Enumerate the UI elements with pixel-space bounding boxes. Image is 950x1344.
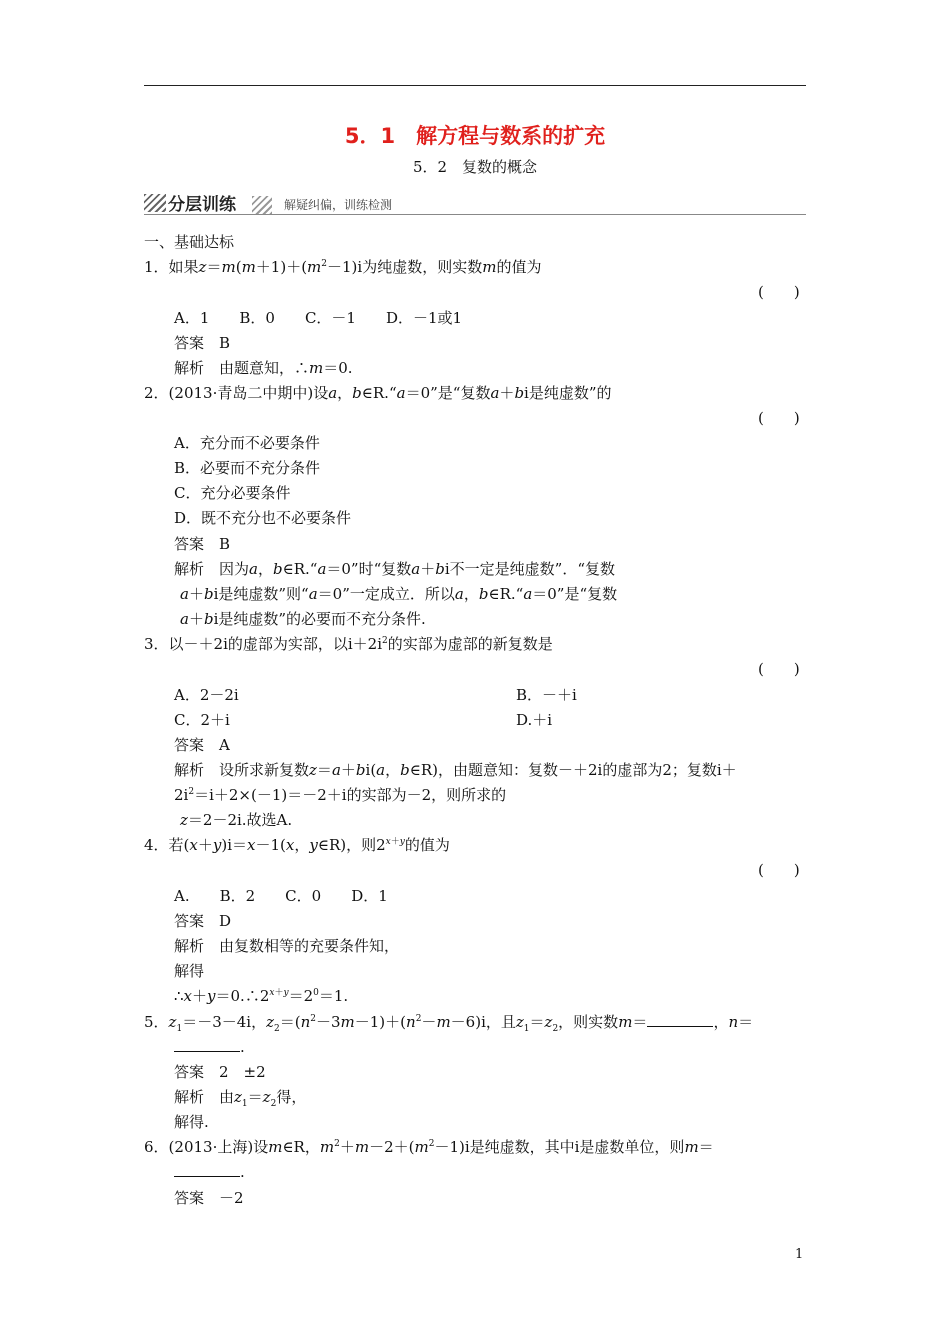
question-4-options: A. B．2 C．0 D．1 <box>174 887 388 905</box>
question-3-analysis-cont: z＝2－2i.故选A. <box>180 811 293 829</box>
banner-title: 分层训练 <box>168 195 236 215</box>
question-4-conclusion: $\therefore x+y=0.\therefore 2^{x+y}=2^0=1$. <box>174 987 349 1005</box>
question-3-option-a: A．2－2i <box>174 686 239 704</box>
question-2-analysis: 解析 因为a，b∈R.“a＝0”时“复数a＋bi不一定是纯虚数”．“复数 <box>174 560 615 578</box>
question-3-answer: 答案 A <box>174 736 230 754</box>
answer-blank <box>647 1014 713 1027</box>
page-title: 5．1 解方程与数系的扩充 <box>344 124 606 148</box>
question-5-analysis: 解析 由$z_1=z_2$得， <box>174 1088 307 1109</box>
question-2-analysis-cont: a＋bi是纯虚数”则“a＝0”一定成立．所以a，b∈R.“a＝0”是“复数 <box>180 585 618 603</box>
question-1-answer: 答案 B <box>174 334 231 352</box>
banner-rule <box>144 214 806 215</box>
question-2-option-b: B．必要而不充分条件 <box>174 459 321 477</box>
answer-bracket: ( ) <box>758 660 800 678</box>
stem-text: 的实部为虚部的新复数是 <box>387 635 553 653</box>
answer-bracket: ( ) <box>758 861 800 879</box>
analysis-text: 解析 由题意知，∴ <box>174 359 310 377</box>
analysis-text: ＝0. <box>323 359 353 377</box>
question-2-answer: 答案 B <box>174 535 231 553</box>
answer-bracket: ( ) <box>758 409 800 427</box>
question-2-option-a: A．充分而不必要条件 <box>174 434 320 452</box>
question-1-stem: 1．如果$z=m(m+1)+(m^2-1)i$为纯虚数，则实数m的值为 <box>144 258 542 276</box>
question-2-option-d: D．既不充分也不必要条件 <box>174 509 352 527</box>
page-number: 1 <box>795 1247 804 1262</box>
question-4-stem: 4．若(x＋y)i＝x－1(x，y∈R)，则$2^{x+y}$的值为 <box>144 836 450 854</box>
section-heading: 一、基础达标 <box>144 233 235 251</box>
question-5-solve: 解得. <box>174 1113 209 1131</box>
question-1-analysis: 解析 由题意知，∴m＝0. <box>174 359 353 377</box>
question-3-option-b: B．－＋i <box>516 686 577 704</box>
question-3-option-d: D.＋i <box>516 711 553 729</box>
banner-subtitle: 解疑纠偏，训练检测 <box>284 198 393 212</box>
question-3-stem: 3．以－＋2i的虚部为实部，以$i+2i^2$的实部为虚部的新复数是 <box>144 635 553 653</box>
answer-blank <box>174 1039 240 1052</box>
question-3-analysis-cont: $2i^2=i+2\times(-1)=-2+i$的实部为－2，则所求的 <box>174 786 507 804</box>
section-banner <box>144 188 806 218</box>
stripes-decoration-tail <box>252 196 272 214</box>
question-6-blank: . <box>174 1162 245 1182</box>
question-1-options: A．1 B．0 C．－1 D．－1或1 <box>174 309 463 327</box>
question-3-option-c: C．2＋i <box>174 711 230 729</box>
question-5-blank: . <box>174 1037 245 1057</box>
question-2-stem: 2．(2013·青岛二中期中)设a，b∈R.“a＝0”是“复数a＋bi是纯虚数”的 <box>144 384 612 402</box>
question-2-option-c: C．充分必要条件 <box>174 484 291 502</box>
header-rule <box>144 85 806 86</box>
answer-bracket: ( ) <box>758 283 800 301</box>
question-4-answer: 答案 D <box>174 912 232 930</box>
question-5-stem: 5．$z_1=-3-4i$，$z_2=(n^2-3m-1)+(n^2-m-6)i$，且$z_1=z_2$，则实数m＝ ，n＝ <box>144 1013 754 1034</box>
page-subtitle: 5．2 复数的概念 <box>412 158 538 176</box>
question-5-answer: 答案 2 ±2 <box>174 1063 266 1081</box>
question-6-stem: 6．(2013·上海)设m∈R，$m^2+m-2+(m^2-1)i$是纯虚数，其中i是虚数单位，则m＝ <box>144 1138 714 1156</box>
stripes-decoration <box>144 194 166 212</box>
answer-blank <box>174 1164 240 1177</box>
stem-text: 是纯虚数”的 <box>528 384 612 402</box>
question-6-answer: 答案 －2 <box>174 1189 244 1207</box>
question-4-solve: 解得 <box>174 962 205 980</box>
question-2-analysis-cont: a＋bi是纯虚数”的必要而不充分条件. <box>180 610 426 628</box>
question-4-analysis: 解析 由复数相等的充要条件知， <box>174 937 400 955</box>
question-3-analysis: 解析 设所求新复数z＝a＋bi(a，b∈R)，由题意知：复数－＋2i的虚部为2；复数i＋ <box>174 761 737 779</box>
